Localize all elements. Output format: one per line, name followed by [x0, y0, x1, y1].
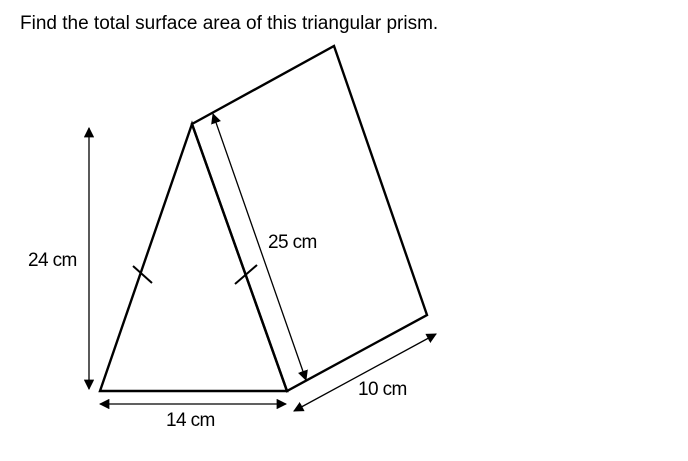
prism-outline [100, 46, 427, 391]
base-label: 14 cm [166, 410, 215, 431]
front-triangle-face [100, 124, 287, 391]
slant-edge-label: 25 cm [268, 232, 317, 253]
height-label: 24 cm [28, 250, 77, 271]
length-label: 10 cm [358, 379, 407, 400]
question-text: Find the total surface area of this triangular prism. [20, 13, 439, 34]
equal-side-tick-marks [133, 265, 257, 284]
right-edge-tick [235, 265, 257, 284]
slanted-rectangle-face [192, 46, 427, 391]
dimension-arrows [89, 114, 436, 411]
